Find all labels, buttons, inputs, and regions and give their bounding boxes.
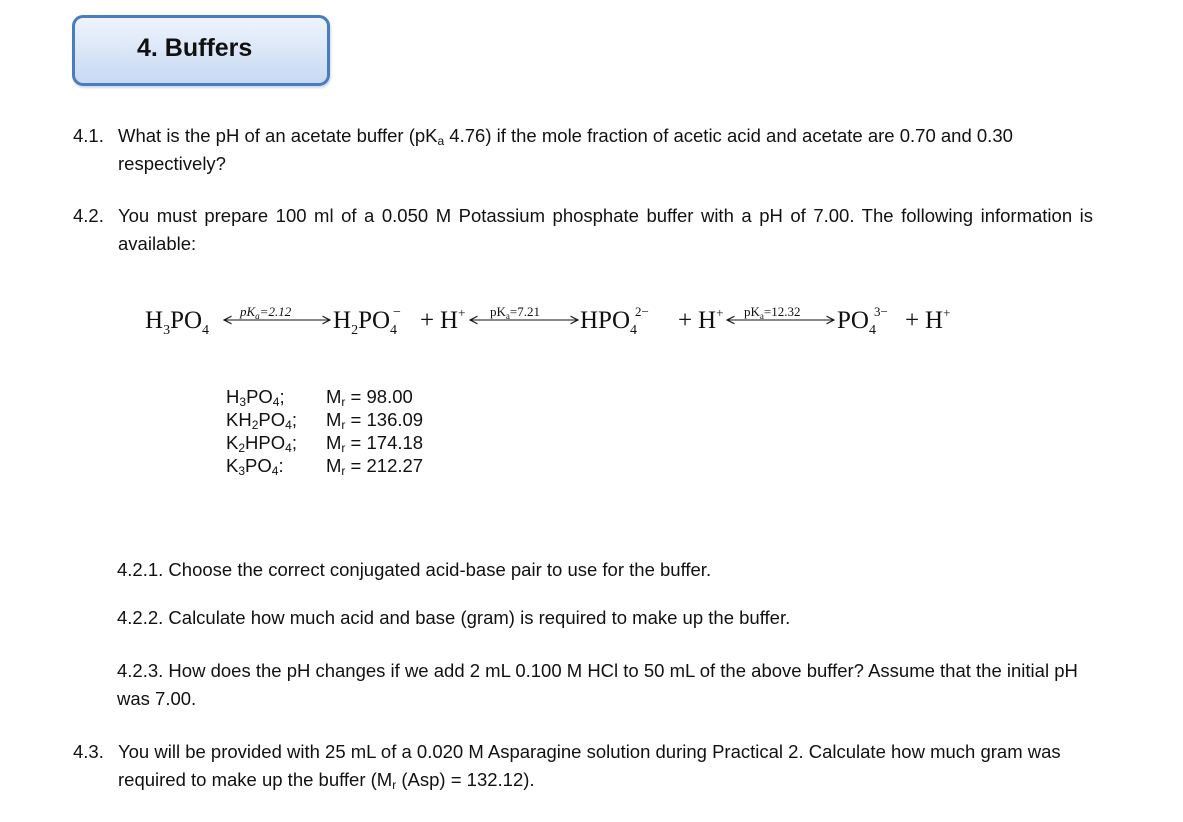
molar-mass-row <box>226 431 423 454</box>
molar-mass-row <box>226 408 423 431</box>
question-text: What is the pH of an acetate buffer ($pK_a$ 4.76) if the mole fraction of acetic acid and acetate are 0.70 and 0.30 respectively? <box>118 125 1013 174</box>
subquestion-4-2-2: 4.2.2. Calculate how much acid and base (gram) is required to make up the buffer. <box>117 607 791 628</box>
question-number: 4.1. <box>73 125 104 146</box>
question-text: You will be provided with 25 mL of a 0.020 M Asparagine solution during Practical 2. Calculate how much gram was required to make up the buffer ($M_r$ (Asp) = 132.12). <box>118 741 1061 792</box>
phosphate-equilibrium-equation <box>0 285 1183 345</box>
plus-sign: + <box>420 307 435 334</box>
question-4-3 <box>73 738 1093 794</box>
mr-value: $M_r = 174.18$ <box>326 432 424 455</box>
arrow-1-label: $pK_a=2.12$ <box>240 304 292 321</box>
molar-mass-row <box>226 385 423 408</box>
molar-mass-table <box>226 385 423 477</box>
plus-sign: + <box>905 307 920 334</box>
subquestion-4-2-1: 4.2.1. Choose the correct conjugated acid-base pair to use for the buffer. <box>117 559 712 580</box>
molar-mass-row <box>226 454 423 477</box>
arrow-3-label: $pK_a=12.32$ <box>744 304 801 321</box>
question-number: 4.3. <box>73 741 104 762</box>
mr-value: $M_r = 212.27$ <box>326 455 424 478</box>
section-title-box <box>72 15 330 86</box>
proton: H+ <box>440 305 466 334</box>
mr-value: $M_r = 136.09$ <box>326 409 424 432</box>
arrow-2-label: $pK_a=7.21$ <box>490 304 540 321</box>
species-po4: $PO_43-$ <box>837 304 888 338</box>
question-4-1 <box>73 122 1093 178</box>
formula: $H_3PO_4$; <box>226 386 285 409</box>
species-h3po4: $H_3PO_4$ <box>145 307 210 338</box>
formula: $K_3PO_4$: <box>226 455 284 478</box>
proton: H+ <box>698 305 724 334</box>
question-number: 4.2. <box>73 205 104 226</box>
species-hpo4: $HPO_42-$ <box>580 304 649 338</box>
proton: H+ <box>925 305 951 334</box>
question-4-2 <box>73 202 1093 258</box>
formula: $K_2HPO_4$; <box>226 432 297 455</box>
mr-value: $M_r = 98.00$ <box>326 386 413 409</box>
subquestion-4-2-3: 4.2.3. How does the pH changes if we add 2 mL 0.100 M HCl to 50 mL of the above buffer? Assume that the initial pH was 7.00. <box>117 660 1078 709</box>
plus-sign: + <box>678 307 693 334</box>
species-h2po4: $H_2PO_4-$ <box>333 305 401 338</box>
question-text: You must prepare 100 ml of a 0.050 M Potassium phosphate buffer with a pH of 7.00. The following information is available: <box>118 205 1093 254</box>
section-title: 4. Buffers <box>137 34 253 62</box>
formula: $KH_2PO_4$; <box>226 409 297 432</box>
